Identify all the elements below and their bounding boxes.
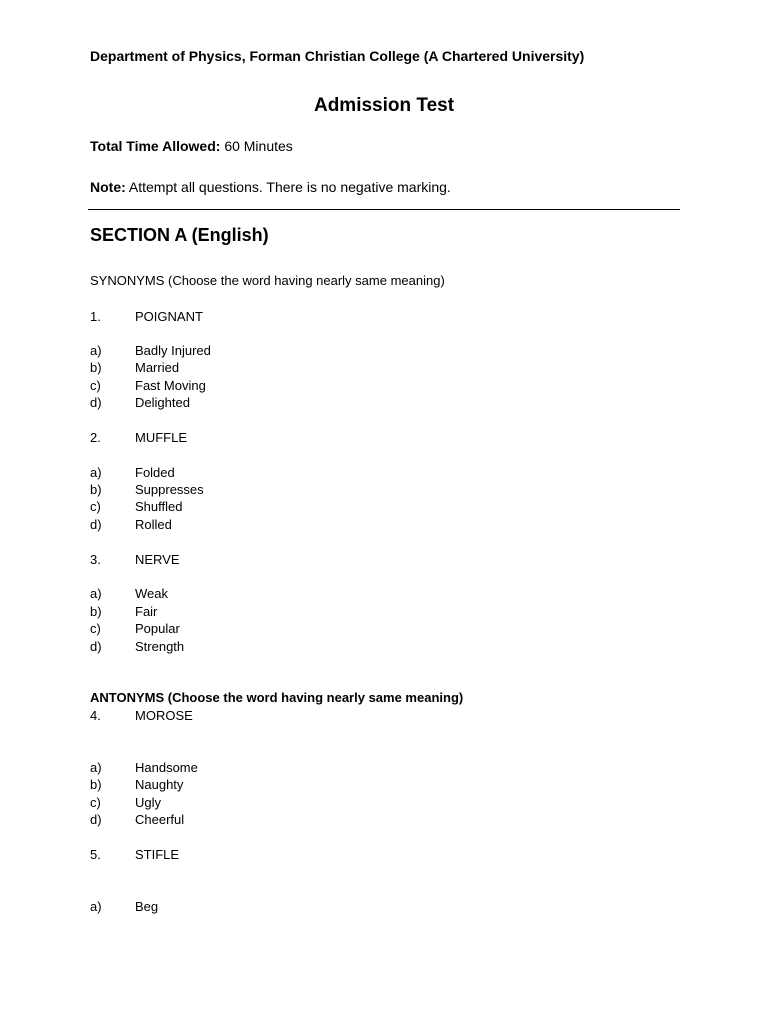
option-text: Popular [135, 621, 180, 636]
question-word: STIFLE [135, 847, 180, 862]
question-word: NERVE [135, 552, 180, 567]
option-row [90, 603, 157, 620]
time-allowed-line [90, 138, 293, 154]
question-2 [90, 429, 187, 446]
option-row [90, 394, 190, 411]
option-letter: c) [90, 795, 101, 810]
option-row [90, 342, 211, 359]
option-row [90, 638, 184, 655]
option-row [90, 585, 168, 602]
option-text: Fair [135, 604, 158, 619]
department-heading: Department of Physics, Forman Christian College (A Chartered University) [90, 48, 585, 64]
antonyms-instruction: ANTONYMS (Choose the word having nearly same meaning) [90, 690, 464, 705]
question-number: 3. [90, 552, 101, 567]
option-row [90, 498, 182, 515]
option-row [90, 516, 172, 533]
note-label: Note: [90, 179, 126, 195]
option-text: Weak [135, 586, 168, 601]
option-text: Fast Moving [135, 378, 206, 393]
option-row [90, 811, 184, 828]
option-text: Badly Injured [135, 343, 211, 358]
option-text: Delighted [135, 395, 190, 410]
option-text: Beg [135, 899, 159, 914]
time-allowed-label: Total Time Allowed: [90, 138, 221, 154]
section-title: SECTION A (English) [90, 225, 269, 245]
option-letter: d) [90, 395, 102, 410]
question-1 [90, 308, 203, 325]
option-text: Strength [135, 639, 185, 654]
option-letter: b) [90, 604, 102, 619]
option-letter: c) [90, 621, 101, 636]
option-text: Ugly [135, 795, 162, 810]
option-row [90, 620, 180, 637]
question-5 [90, 846, 179, 863]
option-text: Naughty [135, 777, 184, 792]
option-row [90, 377, 206, 394]
option-row [90, 359, 179, 376]
option-letter: d) [90, 517, 102, 532]
option-letter: d) [90, 812, 102, 827]
option-row [90, 898, 158, 915]
note-value: Attempt all questions. There is no negative marking. [128, 179, 451, 195]
option-text: Shuffled [135, 499, 183, 514]
note-line [90, 179, 451, 195]
option-letter: b) [90, 360, 102, 375]
option-text: Suppresses [135, 482, 204, 497]
option-text: Handsome [135, 760, 198, 775]
option-row [90, 759, 198, 776]
question-number: 2. [90, 430, 101, 445]
question-word: MOROSE [135, 708, 193, 723]
option-letter: c) [90, 378, 101, 393]
question-number: 4. [90, 708, 101, 723]
option-row [90, 794, 161, 811]
time-allowed-value: 60 Minutes [224, 138, 293, 154]
horizontal-divider [88, 209, 680, 210]
option-letter: a) [90, 465, 102, 480]
option-letter: a) [90, 586, 102, 601]
option-letter: b) [90, 482, 102, 497]
question-number: 5. [90, 847, 101, 862]
synonyms-instruction: SYNONYMS (Choose the word having nearly same meaning) [90, 273, 445, 288]
option-letter: a) [90, 899, 102, 914]
option-row [90, 776, 183, 793]
option-text: Rolled [135, 517, 172, 532]
page-title: Admission Test [313, 95, 455, 116]
option-text: Married [135, 360, 180, 375]
option-letter: a) [90, 343, 102, 358]
option-text: Folded [135, 465, 175, 480]
option-letter: a) [90, 760, 102, 775]
question-4 [90, 707, 193, 724]
question-word: POIGNANT [135, 309, 203, 324]
option-letter: d) [90, 639, 102, 654]
option-letter: b) [90, 777, 102, 792]
option-text: Cheerful [135, 812, 185, 827]
question-number: 1. [90, 309, 101, 324]
question-word: MUFFLE [135, 430, 187, 445]
option-row [90, 481, 204, 498]
option-letter: c) [90, 499, 101, 514]
option-row [90, 464, 175, 481]
question-3 [90, 551, 180, 568]
